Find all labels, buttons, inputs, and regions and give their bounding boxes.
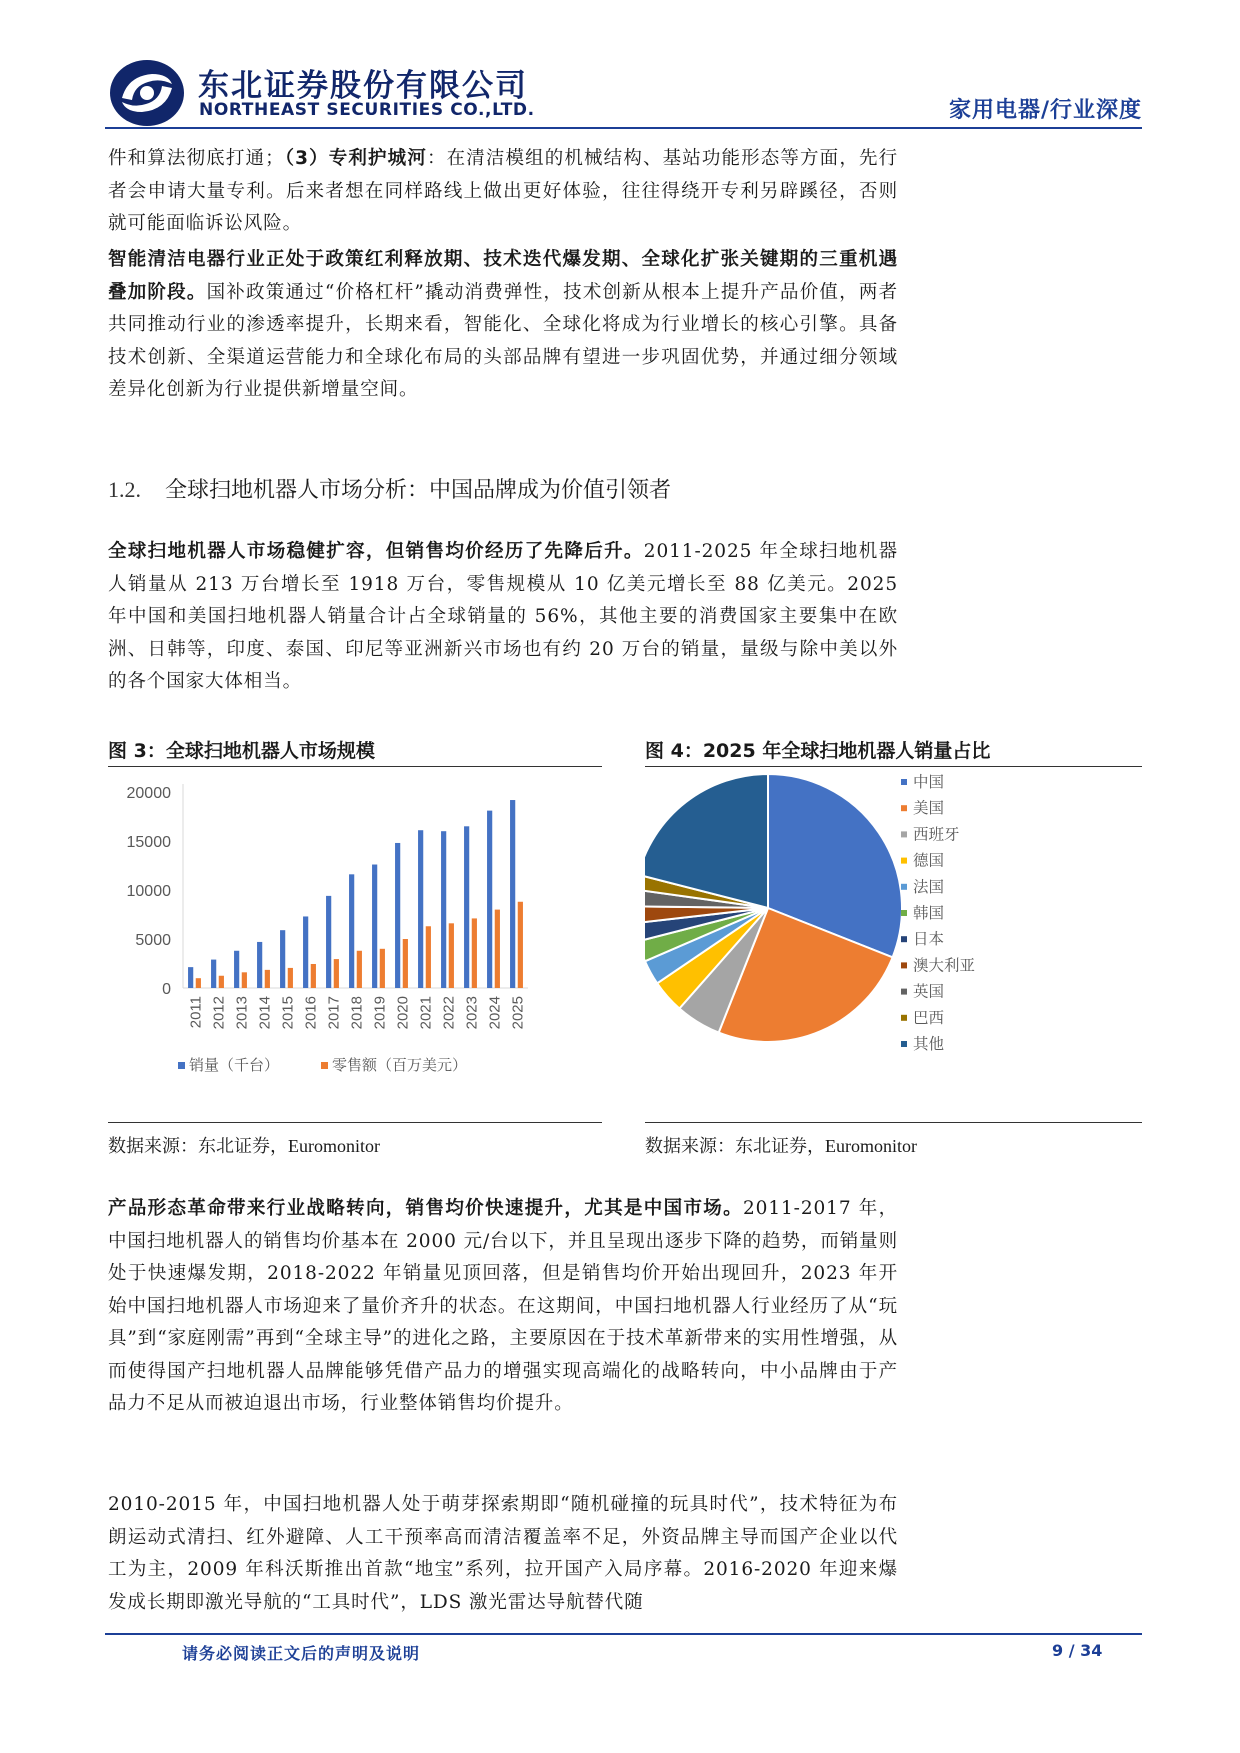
bar-retail-2014 (265, 970, 270, 988)
report-category: 家用电器/行业深度 (948, 98, 1142, 123)
bar-retail-2023 (472, 918, 477, 988)
figure-4-top-rule (645, 766, 1142, 767)
figure-3-source (108, 1132, 380, 1158)
bar-volume-2020 (395, 843, 400, 988)
figure-4-source (645, 1132, 917, 1158)
footer-disclaimer: 请务必阅读正文后的声明及说明 (182, 1644, 421, 1663)
x-tick-label: 2011 (187, 996, 205, 1029)
legend-label: 日本 (913, 930, 945, 949)
paragraph-history: 2010-2015 年，中国扫地机器人处于萌芽探索期即“随机碰撞的玩具时代”，技术特征为布朗运动式清扫、红外避障、人工干预率高而清洁覆盖率不足，外资品牌主导而国产企业以代工为主，2009 年科沃斯推出首款“地宝”系列，拉开国产入局序幕。2016-2020 年迎来爆发成长期即激光导航的“工具时代”，LDS 激光雷达导航替代随 (108, 1494, 898, 1613)
paragraph-emphasis: 全球扫地机器人市场稳健扩容，但销售均价经历了先降后升。 (108, 541, 644, 562)
x-tick-label: 2022 (440, 996, 458, 1030)
bar-volume-2023 (464, 826, 469, 988)
x-tick-label: 2021 (417, 996, 435, 1030)
bar-volume-2019 (372, 865, 377, 988)
paragraph-text: 国补政策通过“价格杠杆”撬动消费弹性，技术创新从根本上提升产品价值，两者共同推动行业的渗透率提升，长期来看，智能化、全球化将成为行业增长的核心引擎。具备技术创新、全渠道运营能力和全球化布局的头部品牌有望进一步巩固优势，并通过细分领域差异化创新为行业提供新增量空间。 (108, 281, 898, 400)
y-tick-label: 10000 (126, 883, 171, 900)
bar-retail-2016 (311, 964, 316, 988)
bar-retail-2024 (495, 910, 500, 988)
source-name: Euromonitor (288, 1136, 380, 1156)
section-title: 全球扫地机器人市场分析：中国品牌成为价值引领者 (165, 478, 672, 503)
company-logo (108, 58, 568, 128)
bar-retail-2019 (380, 949, 385, 988)
paragraph-text: 2011-2017 年，中国扫地机器人的销售均价基本在 2000 元/台以下，并且呈现出逐步下降的趋势，而销量则处于快速爆发期，2018-2022 年销量见顶回落，但是销售均价开始出现回升，2023 年开始中国扫地机器人市场迎来了量价齐升的状态。在这期间，中国扫地机器人行业经历了从“玩具”到“家庭刚需”再到“全球主导”的进化之路，主要原因在于技术革新带来的实用性增强，从而使得国产扫地机器人品牌能够凭借产品力的增强实现高端化的战略转向，中小品牌由于产品力不足从而被迫退出市场，行业整体销售均价提升。 (108, 1198, 898, 1414)
figure-3-top-rule (108, 766, 602, 767)
x-tick-label: 2023 (463, 996, 481, 1030)
x-tick-label: 2015 (279, 996, 297, 1030)
legend-label: 韩国 (913, 904, 945, 922)
bar-volume-2015 (280, 930, 285, 988)
legend-label: 其他 (913, 1035, 945, 1053)
legend-label: 中国 (913, 773, 945, 791)
page-number: 9 / 34 (1052, 1641, 1103, 1660)
company-name-cn: 东北证券股份有限公司 (198, 68, 528, 104)
bar-retail-2020 (403, 939, 408, 988)
bar-retail-2015 (288, 968, 293, 988)
legend-swatch (901, 962, 907, 968)
legend-swatch (901, 779, 907, 785)
legend-swatch (321, 1062, 328, 1069)
bar-volume-2021 (418, 830, 423, 988)
figure-3-bottom-rule (108, 1122, 602, 1123)
x-tick-label: 2018 (348, 996, 366, 1030)
x-tick-label: 2016 (302, 996, 320, 1030)
paragraph-emphasis: （3）专利护城河 (284, 148, 427, 169)
x-tick-label: 2020 (394, 996, 412, 1030)
header-divider (105, 127, 1142, 129)
y-tick-label: 5000 (135, 932, 171, 949)
figure-4-title: 图 4：2025 年全球扫地机器人销量占比 (645, 740, 991, 762)
bar-volume-2017 (326, 896, 331, 988)
y-tick-label: 0 (162, 981, 171, 998)
legend-swatch (901, 884, 907, 890)
paragraph-emphasis: 智能清洁电器行业正处于政策红利释放期、技术迭代爆发期、全球化扩张关键期的三重机遇叠加阶段。 (108, 249, 898, 303)
source-label: 数据来源：东北证券， (108, 1136, 288, 1157)
source-name: Euromonitor (825, 1136, 917, 1156)
paragraph-industry-opportunity (108, 244, 898, 407)
footer-divider (105, 1633, 1142, 1635)
bar-retail-2021 (426, 926, 431, 988)
legend-label: 巴西 (913, 1008, 945, 1027)
paragraph-price-trend (108, 1193, 898, 1421)
paragraph-emphasis: 产品形态革命带来行业战略转向，销售均价快速提升，尤其是中国市场。 (108, 1198, 743, 1219)
paragraph-text: 件和算法彻底打通； (108, 148, 285, 169)
bar-retail-2013 (242, 972, 247, 988)
bar-volume-2016 (303, 916, 308, 988)
legend-swatch (178, 1062, 185, 1069)
bar-retail-2011 (196, 978, 201, 988)
market-size-bar-chart (108, 772, 602, 1112)
company-name-en: NORTHEAST SECURITIES CO.,LTD. (199, 100, 535, 120)
legend-swatch (901, 831, 907, 837)
x-tick-label: 2017 (325, 996, 343, 1030)
bar-volume-2018 (349, 874, 354, 988)
legend-swatch (901, 858, 907, 864)
bar-volume-2011 (188, 967, 193, 988)
legend-swatch (901, 1041, 907, 1047)
legend-label: 法国 (913, 877, 945, 896)
legend-label: 销量（千台） (189, 1056, 280, 1074)
figure-3-title: 图 3：全球扫地机器人市场规模 (108, 740, 375, 762)
bar-retail-2022 (449, 923, 454, 988)
bar-retail-2012 (219, 976, 224, 988)
paragraph-text: 2011-2025 年全球扫地机器人销量从 213 万台增长至 1918 万台，零售规模从 10 亿美元增长至 88 亿美元。2025 年中国和美国扫地机器人销量合计占全球销量的 56%，其他主要的消费国家主要集中在欧洲、日韩等，印度、泰国、印尼等亚洲新兴市场也有约 20 万台的销量，量级与除中美以外的各个国家大体相当。 (108, 541, 898, 692)
legend-swatch (901, 1015, 907, 1021)
legend-label: 德国 (913, 851, 945, 870)
legend-swatch (901, 989, 907, 995)
paragraph-text: ：在清洁模组的机械结构、基站功能形态等方面，先行者会申请大量专利。后来者想在同样路线上做出更好体验，往往得绕开专利另辟蹊径，否则就可能面临诉讼风险。 (108, 148, 898, 234)
x-tick-label: 2019 (371, 996, 389, 1030)
y-tick-label: 15000 (126, 834, 171, 851)
legend-label: 西班牙 (913, 825, 960, 844)
x-tick-label: 2025 (509, 996, 527, 1030)
legend-label: 零售额（百万美元） (332, 1056, 468, 1074)
legend-swatch (901, 805, 907, 811)
x-tick-label: 2012 (210, 996, 228, 1030)
source-label: 数据来源：东北证券， (645, 1136, 825, 1157)
sales-share-pie-chart (645, 772, 1142, 1112)
bar-volume-2022 (441, 831, 446, 988)
paragraph-global-market (108, 536, 898, 699)
x-tick-label: 2024 (486, 996, 504, 1030)
x-tick-label: 2014 (256, 996, 274, 1030)
y-tick-label: 20000 (126, 785, 171, 802)
bar-volume-2012 (211, 960, 216, 988)
legend-label: 美国 (913, 799, 945, 818)
bar-volume-2025 (510, 800, 515, 988)
bar-retail-2018 (357, 951, 362, 988)
section-number: 1.2. (108, 477, 141, 502)
section-heading (108, 473, 671, 504)
paragraph-patent-moat (108, 143, 898, 241)
bar-volume-2024 (487, 811, 492, 988)
bar-retail-2025 (518, 902, 523, 988)
bar-retail-2017 (334, 959, 339, 988)
figure-4-bottom-rule (645, 1122, 1142, 1123)
legend-swatch (901, 910, 907, 916)
legend-label: 英国 (913, 982, 945, 1001)
legend-label: 澳大利亚 (913, 956, 976, 975)
bar-volume-2014 (257, 942, 262, 988)
bar-volume-2013 (234, 951, 239, 988)
x-tick-label: 2013 (233, 996, 251, 1030)
legend-swatch (901, 936, 907, 942)
company-logo-icon (108, 58, 186, 128)
